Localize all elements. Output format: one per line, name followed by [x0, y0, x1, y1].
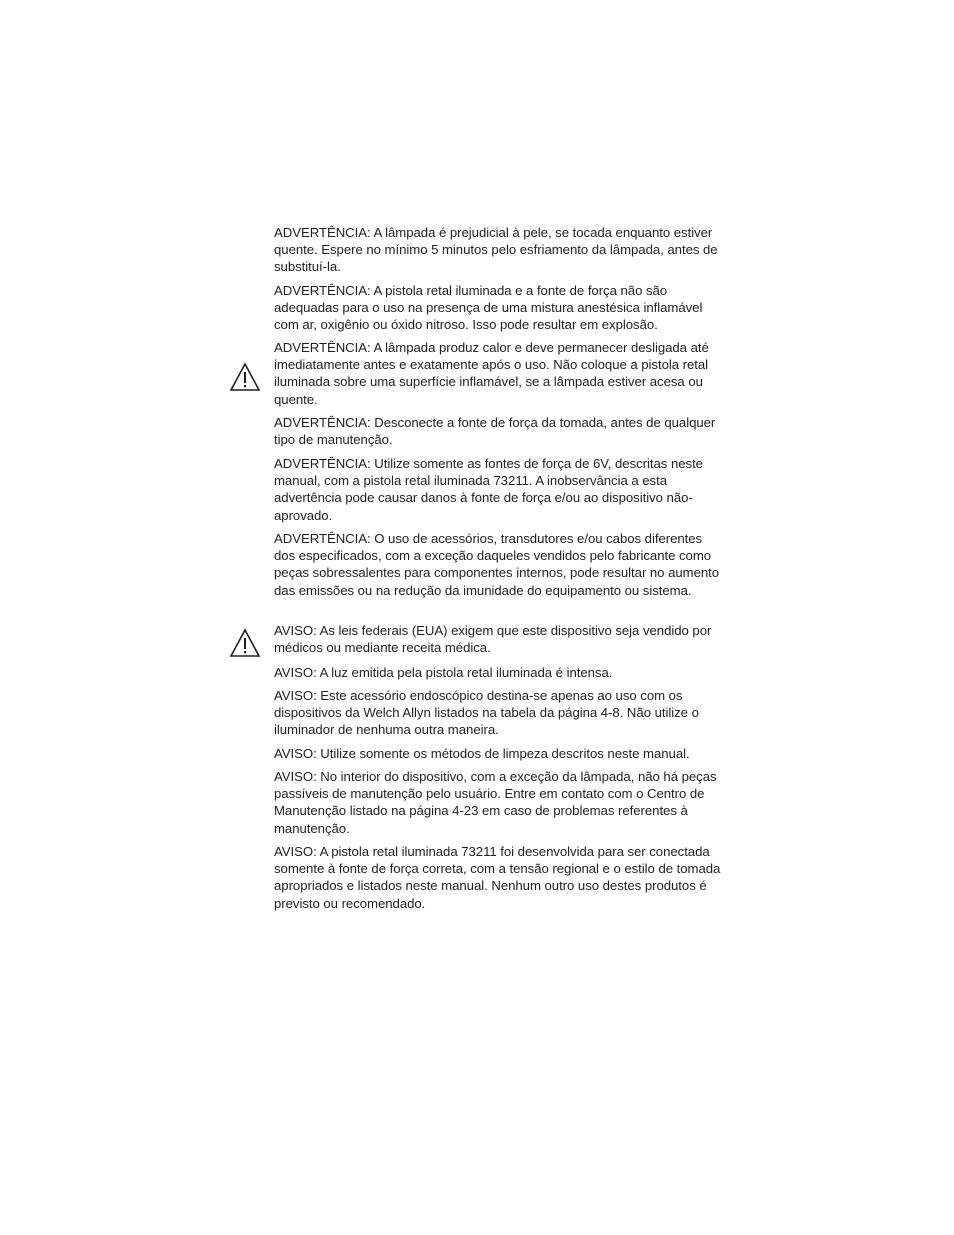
caution-paragraph-service: AVISO: No interior do dispositivo, com a exceção da lâmpada, não há peças passíveis de manutenção pelo usuário. Entre em contato com o Centro de Manutenção listado na página 4-23 em caso de problemas referentes à manutenção.	[274, 769, 717, 836]
warning-paragraph-lamp-off: ADVERTÊNCIA: A lâmpada produz calor e deve permanecer desligada até imediatamente antes e exatamente após o uso. Não coloque a pistola retal iluminada sobre uma superfície inflamável, se a lâmpada estiver acesa ou quente.	[274, 340, 709, 407]
caution-paragraph-endoscopic-use: AVISO: Este acessório endoscópico destina-se apenas ao uso com os dispositivos da Welch Allyn listados na tabela da página 4-8. Não utilize o iluminador de nenhuma outra maneira.	[274, 688, 699, 738]
warning-paragraph-flammable-mixture: ADVERTÊNCIA: A pistola retal iluminada e a fonte de força não são adequadas para o uso na presença de uma mistura anestésica inflamável com ar, oxigênio ou óxido nitroso. Isso pode resultar em explosão.	[274, 283, 703, 333]
warning-paragraph-disconnect: ADVERTÊNCIA: Desconecte a fonte de força da tomada, antes de qualquer tipo de manutenção.	[274, 415, 716, 448]
warning-triangle-icon	[229, 628, 261, 658]
warning-paragraph-lamp-heat: ADVERTÊNCIA: A lâmpada é prejudicial à pele, se tocada enquanto estiver quente. Espere no mínimo 5 minutos pelo esfriamento da lâmpada, antes de substituí-la.	[274, 225, 718, 275]
warning-paragraph-power-source: ADVERTÊNCIA: Utilize somente as fontes de força de 6V, descritas neste manual, com a pistola retal iluminada 73211. A inobservância a esta advertência pode causar danos à fonte de força e/ou ao dispositivo não-aprovado.	[274, 456, 703, 523]
caution-paragraph-cleaning: AVISO: Utilize somente os métodos de limpeza descritos neste manual.	[274, 746, 690, 761]
caution-paragraph-power-connection: AVISO: A pistola retal iluminada 73211 foi desenvolvida para ser conectada somente à fonte de força correta, com a tensão regional e o estilo de tomada apropriados e listados neste manual. Nenhum outro uso destes produtos é previsto ou recomendado.	[274, 844, 721, 911]
warning-paragraph-accessories: ADVERTÊNCIA: O uso de acessórios, transdutores e/ou cabos diferentes dos especificados, com a exceção daqueles vendidos pelo fabricante como peças sobressalentes para componentes internos, pode resultar no aumento das emissões ou na redução da imunidade do equipamento ou sistema.	[274, 531, 720, 598]
caution-paragraph-federal-law: AVISO: As leis federais (EUA) exigem que este dispositivo seja vendido por médicos ou mediante receita médica.	[274, 623, 712, 656]
warning-triangle-icon	[229, 362, 261, 392]
caution-paragraph-intense-light: AVISO: A luz emitida pela pistola retal iluminada é intensa.	[274, 665, 613, 680]
